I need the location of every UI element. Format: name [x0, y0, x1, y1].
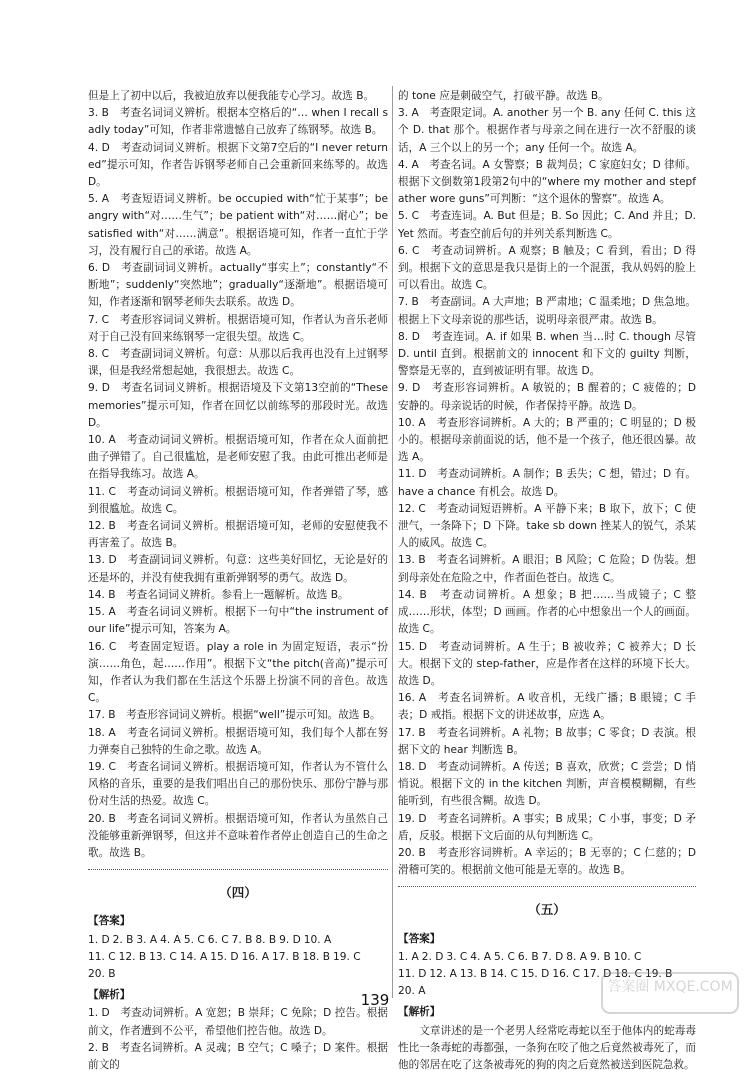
watermark-text: 答案圈 MXQE.COM [607, 979, 733, 995]
explanation-paragraph: 13. B 考查名词辨析。A 眼泪；B 风险；C 危险；D 伪装。想到母亲处在危险之中，作者面色苍白。故选 C。 [398, 554, 696, 584]
answer-item: 20. A [398, 985, 426, 998]
answer-item: 8. A [566, 950, 587, 963]
answer-item: 18. C [614, 967, 642, 980]
explanation-paragraph: 但是上了初中以后，我被迫放弃以便我能专心学习。故选 B。 [88, 90, 375, 102]
explanation-paragraph: 19. C 考查名词词义辨析。根据语境可知，作者认为不管什么风格的音乐，重要的是我们唱出自己的那份快乐、那份宁静与那份对生活的热爱。故选 C。 [88, 760, 388, 808]
answer-item: 9. B [589, 950, 611, 963]
answer-item: 2. B [112, 933, 134, 946]
explanation-paragraph: 11. D 考查动词辨析。A 制作；B 丢失；C 想，错过；D 有。have a chance 有机会。故选 D。 [398, 468, 696, 498]
answer-item: 12. B [118, 950, 147, 963]
explanation-paragraph: 15. A 考查名词词义辨析。根据下一句中“the instrument of our life”提示可知，答案为 A。 [88, 606, 388, 636]
answer-row [88, 932, 388, 949]
answer-item: 6. C [207, 933, 229, 946]
explanation-paragraph: 14. B 考查动词辨析。A 想象；B 把……当成镜子；C 整成……形状，体型；D 画画。作者的心中想象出一个人的画面。故选 C。 [398, 588, 696, 636]
explanation-paragraph: 8. D 考查连词。A. if 如果 B. when 当…时 C. though 尽管 D. until 直到。根据前文的 innocent 和下文的 guilty 判断，警察是无辜的，直到被证明有罪。故选 D。 [398, 330, 696, 378]
explanation-paragraph: 的 tone 应是刺破空气，打破平静。故选 B。 [398, 90, 609, 102]
explanation-paragraph: 20. B 考查形容词辨析。A 幸运的；B 无辜的；C 仁慈的；D 滑稽可笑的。根据前文他可能是无辜的。故选 B。 [398, 846, 696, 877]
answer-item: 7. B [231, 933, 253, 946]
watermark-logo-icon [600, 969, 740, 1017]
answer-item: 1. D [88, 933, 110, 946]
explanation-paragraph: 17. B 考查名词辨析。A 礼物；B 故事；C 零食；D 表演。根据下文的 hear 判断选 B。 [398, 726, 696, 756]
answer-item: 4. A [160, 933, 181, 946]
explanation-paragraph: 9. D 考查名词词义辨析。根据语境及下文第13空前的“These memories”提示可知，作者在回忆以前练琴的那段时光。故选 D。 [88, 382, 388, 429]
explanation-paragraph: 3. B 考查名词词义辨析。根据本空格后的“… when I recall sadly today”可知，作者非常遗憾自己放弃了练钢琴。故选 B。 [88, 107, 388, 137]
answer-item: 5. C [183, 933, 205, 946]
answer-row [88, 966, 388, 983]
answer-item: 3. C [446, 950, 468, 963]
analysis-label: 【解析】 [398, 1006, 441, 1019]
answer-item: 17. B [272, 950, 300, 963]
explanation-paragraph: 16. C 考查固定短语。play a role in 为固定短语，表示“扮演……角色，起……作用”。根据下文“the pitch(音高)”提示可知，作者认为我们都在生活这个乐器上扮演不同的音色。故选 C。 [88, 640, 388, 705]
section-title: （五） [528, 902, 566, 918]
explanation-paragraph: 14. B 考查名词词义辨析。参看上一题解析。故选 B。 [88, 588, 349, 601]
answer-item: 12. A [429, 967, 457, 980]
column-divider [392, 86, 393, 998]
answer-item: 15. D [210, 950, 239, 963]
explanation-paragraph: 7. B 考查副词。A 大声地；B 严肃地；C 温柔地；D 焦急地。根据上下文母亲说的那些话，说明母亲很严肃。故选 B。 [398, 296, 696, 326]
answer-item: 11. D [398, 967, 427, 980]
explanation-paragraph: 4. D 考查动词词义辨析。根据下文第7空后的“I never returned”提示可知，作者告诉钢琴老师自己会重新回来练琴的。故选 D。 [88, 141, 388, 189]
analysis-paragraph: 文章讲述的是一个老男人经常吃毒蛇以至于他体内的蛇毒毒性比一条毒蛇的毒都强，一条狗在咬了他之后竟然被毒死了，而他的邻居在吃了这条被毒死的狗的肉之后竟然被送到医院急救。 [398, 1024, 696, 1071]
answer-item: 9. D [279, 933, 301, 946]
answer-item: 15. D [520, 967, 550, 980]
section-title: （四） [219, 885, 257, 901]
explanation-paragraph: 5. A 考查短语词义辨析。be occupied with“忙于某事”；be angry with“对……生气”；be patient with“对……耐心”；be satisfied with“对……满意”。根据语境可知，作者一直忙于学习，没有履行自己的承诺。故选 A。 [88, 193, 388, 257]
explanation-paragraph: 15. D 考查动词辨析。A 生于；B 被收养；C 被养大；D 长大。根据下文的 step-father，应是作者在这样的环境下长大。故选 D。 [398, 640, 696, 687]
answer-item: 2. D [421, 950, 444, 963]
explanation-paragraph: 16. A 考查名词辨析。A 收音机，无线广播；B 眼镜；C 手表；D 戒指。根据下文的讲述故事，应选 A。 [398, 692, 696, 722]
answer-item: 14. C [490, 967, 518, 980]
answer-item: 7. D [541, 950, 564, 963]
explanation-paragraph: 3. A 考查限定词。A. another 另一个 B. any 任何 C. this 这个 D. that 那个。根据作者与母亲之间在进行一次不舒服的谈话，A 三个以上的另一个；any 任何一个。故选 A。 [398, 107, 696, 154]
answer-item: 17. D [582, 967, 612, 980]
answer-item: 14. A [179, 950, 208, 963]
answer-item: 13. C [149, 950, 177, 963]
explanation-paragraph: 8. C 考查副词词义辨析。句意：从那以后我再也没有上过钢琴课，但是我经常想起她，我很想去。故选 C。 [88, 348, 388, 378]
analysis-label: 【解析】 [88, 989, 131, 1002]
explanation-paragraph: 17. B 考查形容词词义辨析。根据“well”提示可知。故选 B。 [88, 709, 381, 722]
explanation-paragraph: 18. A 考查名词词义辨析。根据语境可知，我们每个人都在努力弹奏自己独特的生命之歌。故选 A。 [88, 726, 388, 756]
answer-item: 5. C [493, 950, 515, 963]
explanation-paragraph: 5. C 考查连词。A. But 但是；B. So 因此；C. And 并且；D. Yet 然而。考查空前后句的并列关系判断选 C。 [398, 210, 696, 240]
explanation-paragraph: 7. C 考查形容词词义辨析。根据语境可知，作者认为音乐老师对于自己没有回来练钢琴一定很失望。故选 C。 [88, 313, 388, 343]
answer-item: 3. A [136, 933, 158, 946]
analysis-paragraph: 2. B 考查名词辨析。A 灵魂；B 空气；C 嗓子；D 案件。根据前文的 [88, 1041, 388, 1071]
explanation-paragraph: 13. D 考查副词词义辨析。句意：这些美好回忆，无论是好的还是坏的，并没有使我拥有重新弹钢琴的勇气。故选 D。 [88, 554, 388, 584]
answer-item: 19. B [644, 967, 673, 980]
answers-label: 【答案】 [398, 932, 441, 945]
answer-item: 11. C [88, 950, 116, 963]
dotted-divider [398, 886, 696, 887]
explanation-paragraph: 6. D 考查副词词义辨析。actually“事实上”；constantly“不断地”；suddenly“突然地”；gradually“逐渐地”。根据语境可知，作者逐渐和钢琴老师失去联系。故选 D。 [88, 262, 388, 309]
answer-item: 10. C [613, 950, 642, 963]
explanation-paragraph: 20. B 考查名词词义辨析。根据语境可知，作者认为虽然自己没能够重新弹钢琴，但这并不意味着作者停止创造自己的生命之歌。故选 B。 [88, 812, 388, 859]
answer-item: 10. A [303, 933, 332, 946]
answer-item: 6. B [517, 950, 539, 963]
answer-item: 4. A [470, 950, 491, 963]
answer-item: 18. B [302, 950, 331, 963]
page-number: 139 [360, 991, 390, 1009]
explanation-paragraph: 10. A 考查动词词义辨析。根据语境可知，作者在众人面前把曲子弹错了。自己很尴尬，是老师安慰了我。由此可推出老师是在指导我练习。故选 A。 [88, 434, 388, 481]
explanation-paragraph: 4. A 考查名词。A 女警察；B 裁判员；C 家庭妇女；D 律师。根据下文倒数第1段第2句中的“where my mother and stepfather wore guns”可判断：“这个退休的警察”。故选 A。 [398, 158, 696, 206]
left-column [88, 88, 388, 1074]
answer-row [88, 949, 388, 966]
answer-row [398, 949, 696, 966]
explanation-paragraph: 12. B 考查名词词义辨析。根据语境可知，老师的安慰使我不再害羞了。故选 B。 [88, 520, 388, 550]
explanation-paragraph: 9. D 考查形容词辨析。A 敏锐的；B 醒着的；C 疲倦的；D 安静的。母亲说话的时候，作者保持平静。故选 D。 [398, 382, 696, 412]
right-column [398, 88, 696, 1074]
dotted-divider [88, 869, 388, 870]
answers-label: 【答案】 [88, 915, 131, 928]
answer-item: 1. A [398, 950, 419, 963]
explanation-paragraph: 10. A 考查形容词辨析。A 大的；B 严重的；C 明显的；D 极小的。根据母亲前面说的话，他不是一个孩子，他还很凶暴。故选 A。 [398, 416, 696, 464]
answer-item: 16. A [241, 950, 270, 963]
answer-item: 19. C [333, 950, 361, 963]
analysis-paragraph: 1. D 考查动词辨析。A 宽恕；B 崇拜；C 免除；D 控告。根据前文，作者遭到不公平，希望他们控告他。故选 D。 [88, 1007, 388, 1037]
explanation-paragraph: 18. D 考查动词辨析。A 传送；B 喜欢，欣赏；C 尝尝；D 悄悄说。根据下文的 in the kitchen 判断，声音模模糊糊，有些能听到，有些很含糊。故选 D。 [398, 760, 696, 808]
answer-item: 16. C [552, 967, 580, 980]
explanation-paragraph: 11. C 考查动词词义辨析。根据语境可知，作者弹错了琴，感到很尴尬。故选 C。 [88, 485, 388, 515]
explanation-paragraph: 12. C 考查动词短语辨析。A 平静下来；B 取下，放下；C 使泄气，一条降下；D 下降。take sb down 挫某人的锐气，杀某人的威风。故选 C。 [398, 502, 696, 550]
explanation-paragraph: 19. D 考查名词辨析。A 事实；B 成果；C 小事，事变；D 矛盾，反驳。根据下文后面的从句判断选 C。 [398, 812, 696, 842]
answer-item: 8. B [255, 933, 277, 946]
answer-item: 13. B [459, 967, 488, 980]
answer-item: 20. B [88, 967, 116, 980]
explanation-paragraph: 6. C 考查动词辨析。A 观察；B 触及；C 看到，看出；D 得到。根据下文的意思是我只是街上的一个混蛋，我从妈妈的脸上可以看出。故选 C。 [398, 244, 696, 292]
